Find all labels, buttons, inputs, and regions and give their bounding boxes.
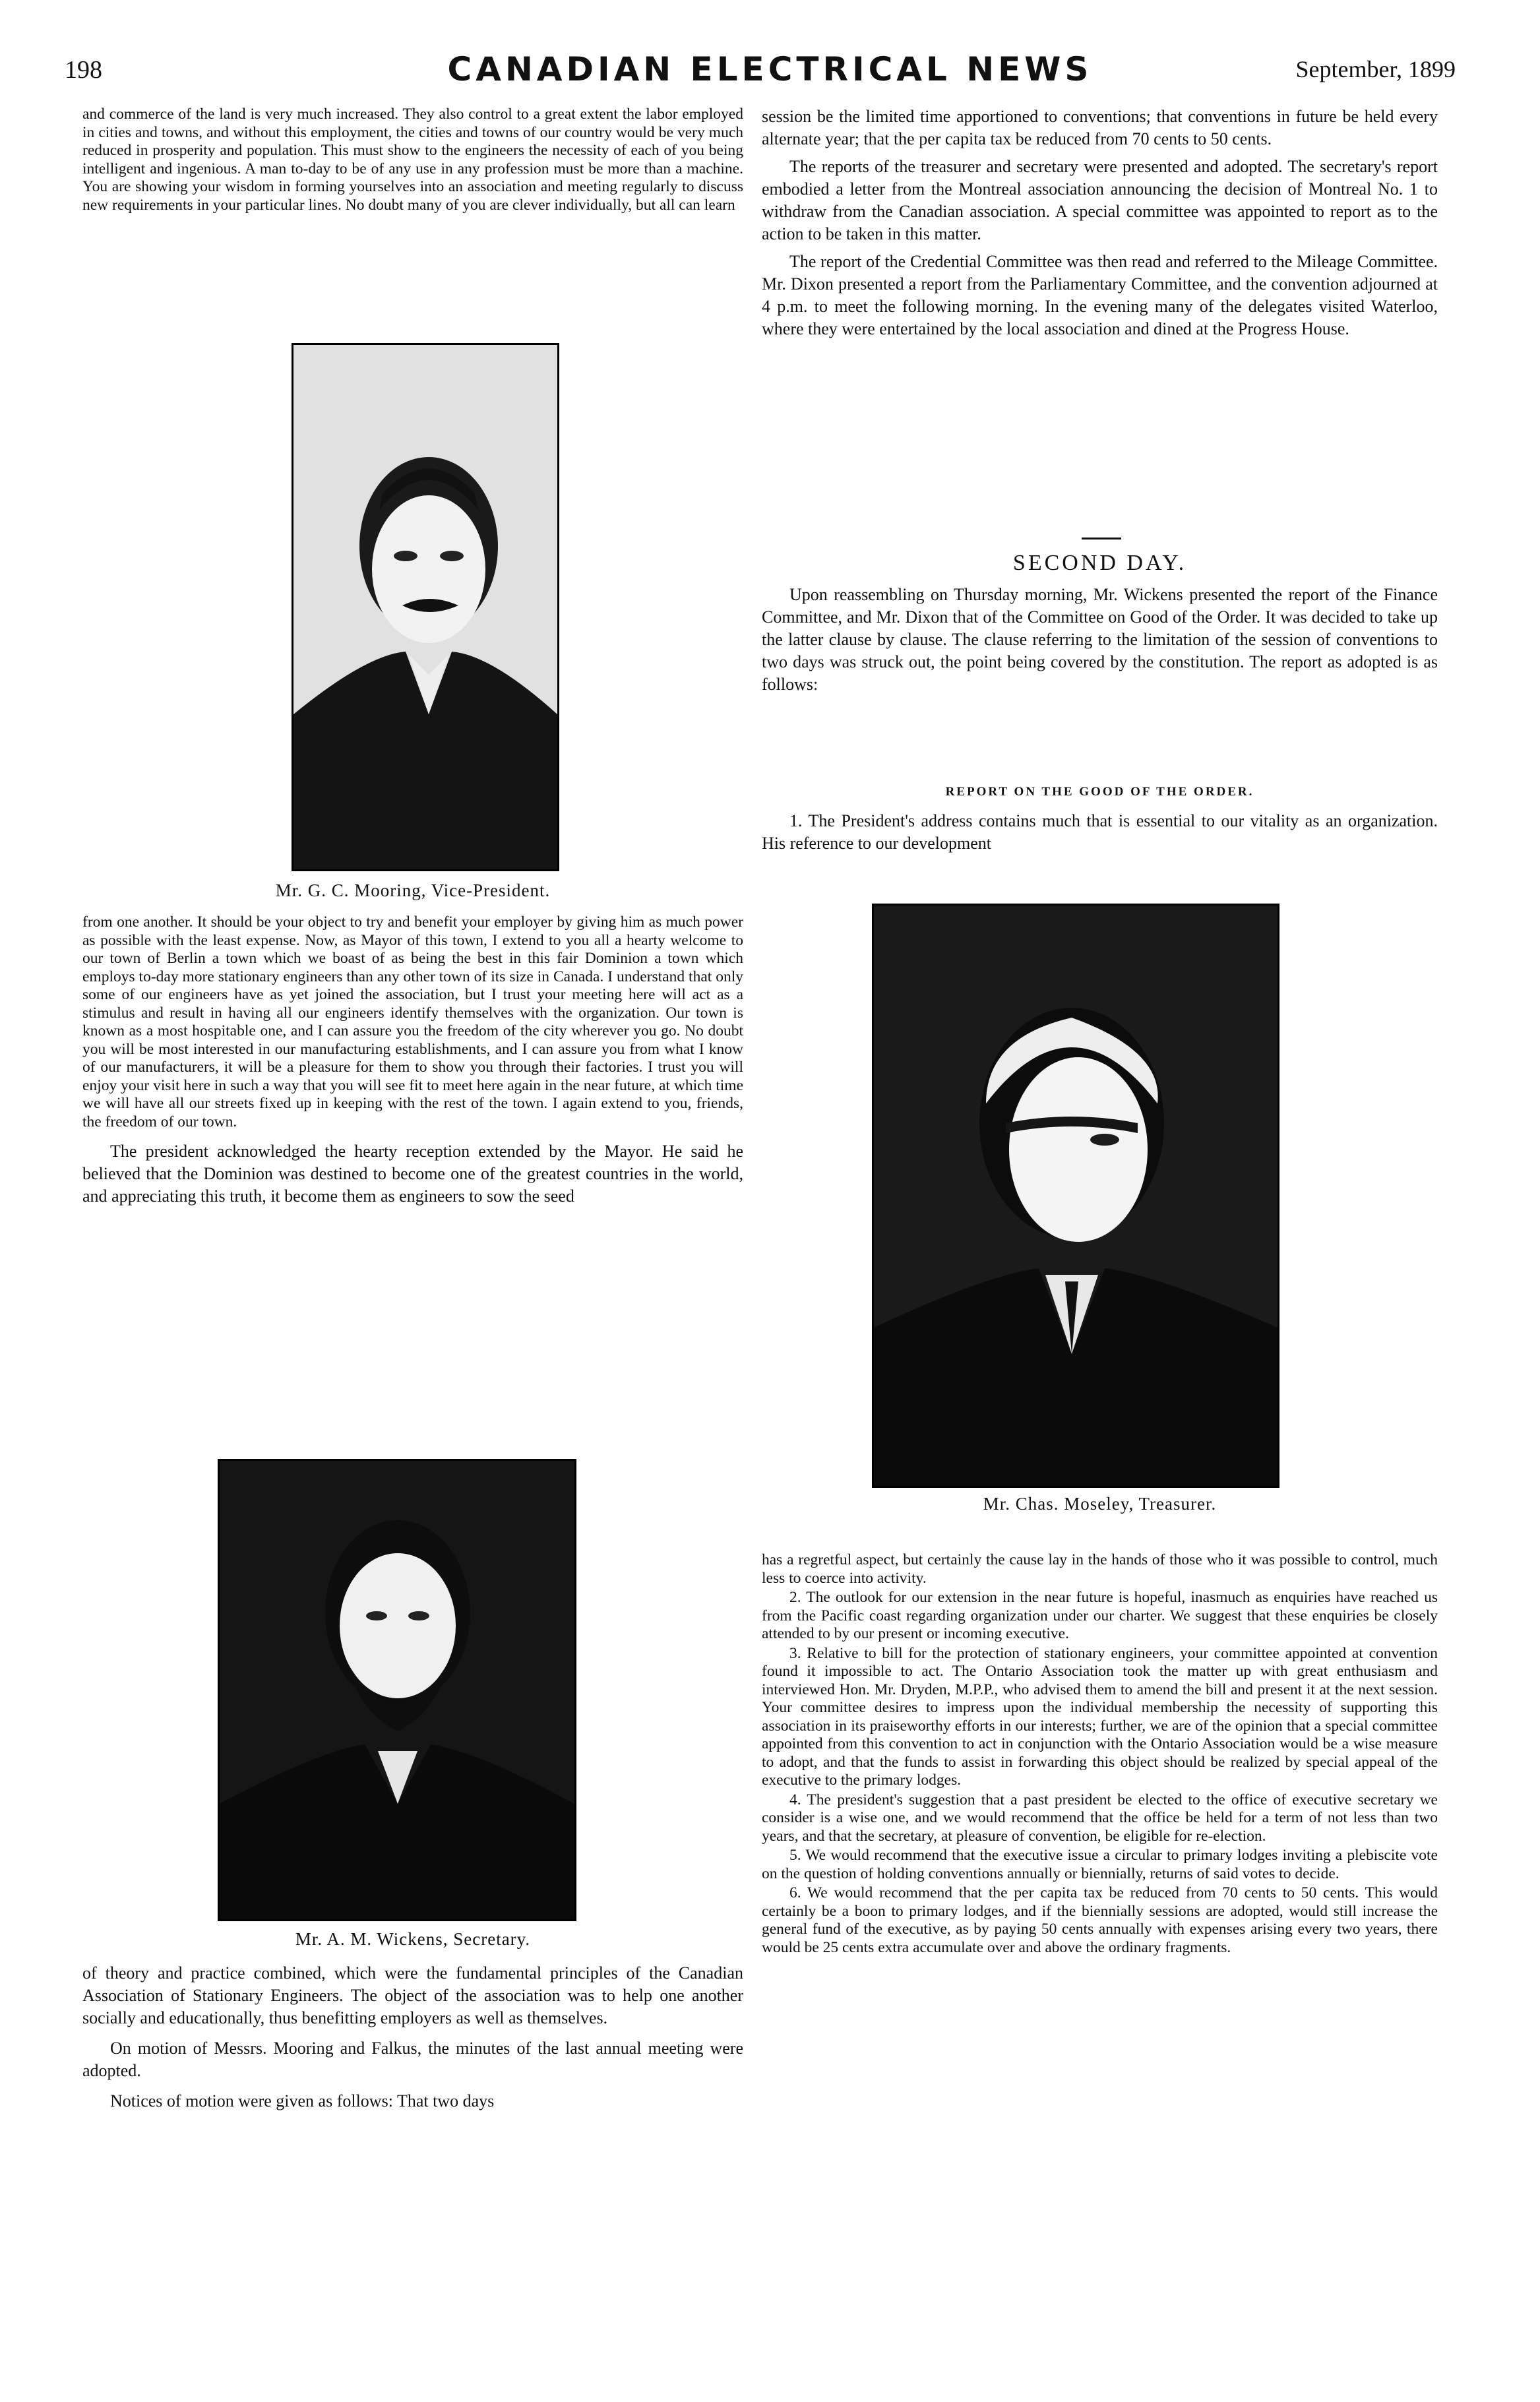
portrait-wickens: [218, 1459, 576, 1921]
left-top-paragraph: and commerce of the land is very much increased. They also control to a great extent the labor employed in cities and towns, and without this employment, the cities and towns of our country would be very much reduced in prosperity and population. This must show to the engineers the necessity of each of you being intelligent and ingenious. A man to-day to be of any use in any profession must be more than a machine. You are showing your wisdom in forming yourselves into an association and meeting regularly to discuss new requirements in your particular lines. No doubt many of you are clever individually, but all can learn: [82, 106, 743, 214]
portrait-mooring-image: [293, 345, 557, 869]
section-heading-second-day: SECOND DAY.: [1012, 551, 1187, 575]
caption-moseley: Mr. Chas. Moseley, Treasurer.: [983, 1494, 1217, 1514]
left-bottom-text: of theory and practice combined, which were the fundamental principles of the Canadian Association of Stationary Engineers. The object of the association was to help one another socially and educationally, thus benefitting employers as well as themselves. On motion of Messrs. Mooring and Falkus, the minutes of the last annual meeting were adopted. Notices of motion were given as follows: That two days: [82, 1963, 743, 2110]
portrait-moseley-image: [874, 906, 1278, 1486]
portrait-moseley: [872, 904, 1279, 1488]
portrait-wickens-image: [220, 1461, 574, 1919]
second-day-text: Upon reassembling on Thursday morning, Mr. Wickens presented the report of the Finance Committee, and Mr. Dixon that of the Committee on Good of the Order. It was decided to take up the latter clause by clause. The clause referring to the limitation of the session of conventions to two days was struck out, the point being covered by the constitution. The report as adopted is as follows:: [762, 585, 1438, 694]
section-divider: [1082, 538, 1121, 539]
report-item-1: 1. The President's address contains much that is essential to our vitality as an organization. His reference to our development: [762, 811, 1438, 853]
page-number: 198: [65, 56, 102, 84]
caption-wickens: Mr. A. M. Wickens, Secretary.: [295, 1929, 531, 1949]
portrait-mooring: [292, 343, 559, 871]
issue-date: September, 1899: [1295, 56, 1456, 82]
right-bottom-text: has a regretful aspect, but certainly the cause lay in the hands of those who it was possible to control, much less to coerce into activity. 2. The outlook for our extension in the near future is hopeful, inasmuch as enquiries have reached us from the Pacific coast regarding organization under our charter. We suggest that these enquiries be closely attended to by our present or incoming executive. 3. Relative to bill for the protection of stationary engineers, your committee appointed at convention found it impossible to act. The Ontario Association took the matter up with great enthusiasm and interviewed Hon. Mr. Dryden, M.P.P., who advised them to amend the bill and present it at the next session. Your committee desires to impress upon the individual membership the necessity of supporting this association in its praiseworthy efforts in our interests; further, we are of the opinion that a special committee appointed from this convention to act in conjunction with the Ontario Association would be a wise measure to adopt, and that the funds to assist in forwarding this object should be realized by special appeal of the executive to the primary lodges. 4. The president's suggestion that a past president be elected to the office of executive secretary we consider is a wise one, and we would recommend that the office be held for a term of not less than two years, and that the secretary, at pleasure of convention, be eligible for re-election. 5. We would recommend that the executive issue a circular to primary lodges inviting a plebiscite vote on the question of holding conventions annually or biennially, returns of said votes to decide. 6. We would recommend that the per capita tax be reduced from 70 cents to 50 cents. This would certainly be a boon to primary lodges, and if the biennially sessions are adopted, would still increase the general fund of the executive, as by paying 50 cents annually with expenses arising every two years, there would be 25 cents extra accumulate over and above the ordinary fragments.: [762, 1551, 1438, 1956]
report-heading: REPORT ON THE GOOD OF THE ORDER.: [945, 785, 1254, 799]
left-middle-text: from one another. It should be your object to try and benefit your employer by giving him as much power as possible with the least expense. Now, as Mayor of this town, I extend to you all a hearty welcome to our town of Berlin a town which we boast of as being the best in this fair Dominion a town which employs to-day more stationary engineers than any other town of its size in Canada. I understand that only some of our engineers have as yet joined the association, but I trust your meeting here will act as a stimulus and result in having all our engineers identify themselves with the organization. Our town is known as a most hospitable one, and I can assure you the freedom of the city wherever you go. No doubt you will be most interested in our manufacturing establishments, and I can assure you from what I know of our manufacturers, it will be a pleasure for them to show you through their factories. I trust you will enjoy your visit here in such a way that you will see fit to meet here again in the near future, at which time we will have all our streets fixed up in keeping with the rest of the town. I again extend to you, friends, the freedom of our town. The president acknowledged the hearty reception extended by the Mayor. He said he believed that the Dominion was destined to become one of the greatest countries in the world, and appreciating this truth, it become them as engineers to sow the seed: [82, 913, 743, 1206]
caption-mooring: Mr. G. C. Mooring, Vice-President.: [275, 880, 551, 900]
masthead-title: CANADIAN ELECTRICAL NEWS: [447, 50, 1093, 88]
right-top-text: session be the limited time apportioned to conventions; that conventions in future be held every alternate year; that the per capita tax be reduced from 70 cents to 50 cents. The reports of the treasurer and secretary were presented and adopted. The secretary's report embodied a letter from the Montreal association announcing the decision of Montreal No. 1 to withdraw from the Canadian association. A special committee was appointed to report as to the action to be taken in this matter. The report of the Credential Committee was then read and referred to the Mileage Committee. Mr. Dixon presented a report from the Parliamentary Committee, and the convention adjourned at 4 p.m. to meet the following morning. In the evening many of the delegates visited Waterloo, where they were entertained by the local association and dined at the Progress House.: [762, 107, 1438, 338]
